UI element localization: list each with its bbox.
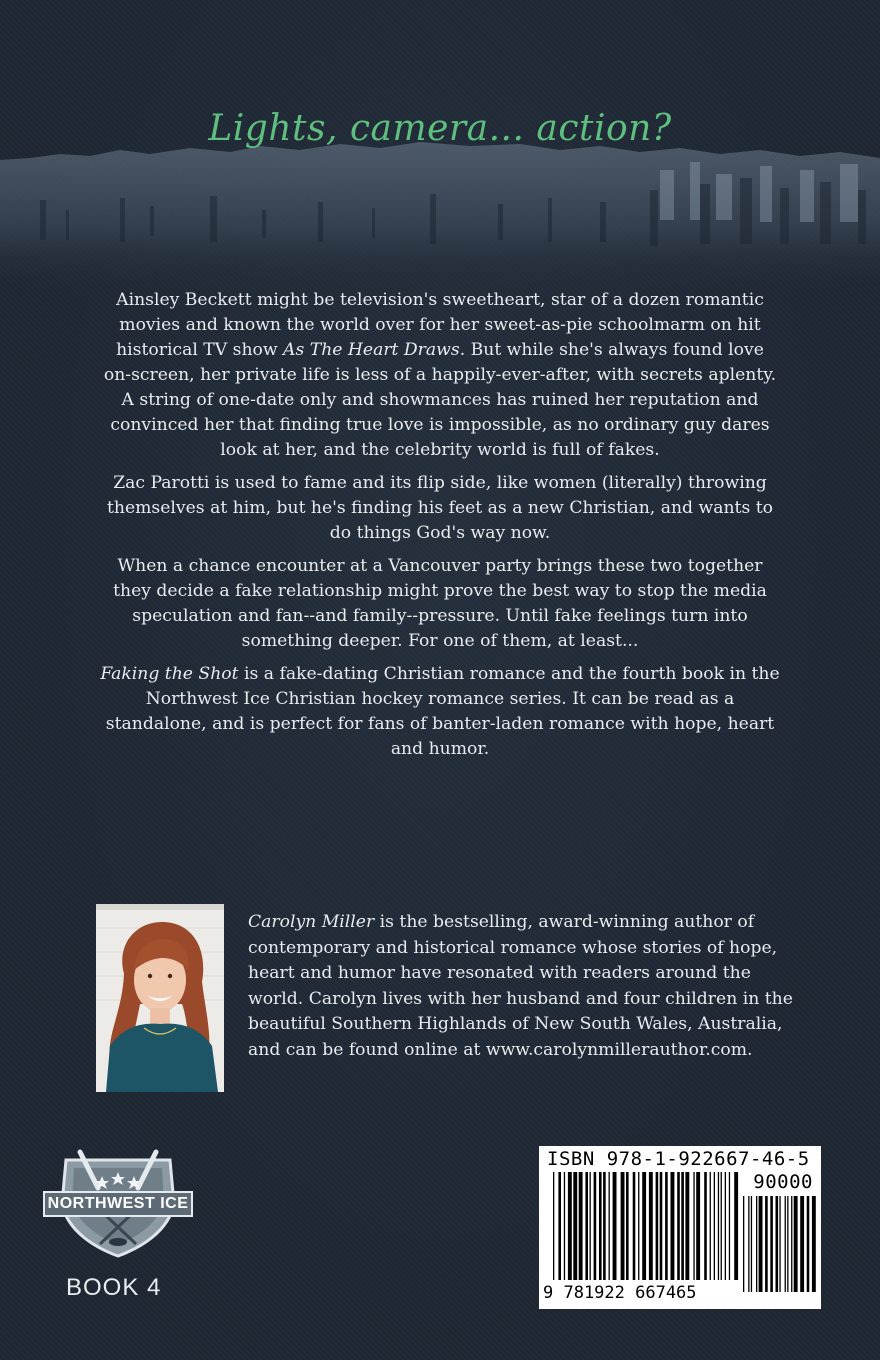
series-logo-text: NORTHWEST ICE [47, 1195, 189, 1212]
city-skyline-graphic [0, 140, 880, 300]
blurb-paragraph-3: When a chance encounter at a Vancouver party brings these two together they decide a fake relationship might prove the best way to stop the media speculation and fan--and family--pressure. Until fake feelings turn into something deeper. For one of them, at least... [113, 556, 767, 651]
ean-number: 9 781922 667465 [543, 1283, 697, 1303]
isbn-barcode [539, 1146, 821, 1309]
author-bio: Carolyn Miller is the bestselling, award-winning author of contemporary and historical romance whose stories of hope, heart and humor have resonated with readers around the world. Carolyn lives with her husband and four children in the beautiful Southern Highlands of New South Wales, Australia, and can be found online at www.carolynmillerauthor.com. [248, 912, 793, 1060]
blurb-paragraph-4: Faking the Shot is a fake-dating Christian romance and the fourth book in the Northwest Ice Christian hockey romance series. It can be read as a standalone, and is perfect for fans of banter-laden romance with hope, heart and humor. [100, 664, 780, 759]
blurb-paragraph-1: Ainsley Beckett might be television's sweetheart, star of a dozen romantic movies and known the world over for her sweet-as-pie schoolmarm on hit historical TV show As The Heart Draws. But while she's always found love on-screen, her private life is less of a happily-ever-after, with secrets aplenty. A string of one-date only and showmances has ruined her reputation and convinced her that finding true love is impossible, as no ordinary guy dares look at her, and the celebrity world is full of fakes. [103, 290, 777, 460]
show-title: As The Heart Draws [283, 340, 460, 360]
author-photo [96, 904, 224, 1092]
book-title: Faking the Shot [100, 664, 239, 684]
series-logo [40, 1148, 196, 1260]
author-name: Carolyn Miller [248, 912, 375, 932]
blurb-paragraph-2: Zac Parotti is used to fame and its flip side, like women (literally) throwing themselves at him, but he's finding his feet as a new Christian, and wants to do things God's way now. [106, 473, 773, 543]
price-code: 90000 [753, 1171, 813, 1193]
book-number: BOOK 4 [66, 1274, 162, 1301]
book-blurb [100, 288, 780, 770]
tagline: Lights, camera... action? [208, 108, 672, 149]
isbn-text: ISBN 978-1-922667-46-5 [547, 1148, 810, 1170]
